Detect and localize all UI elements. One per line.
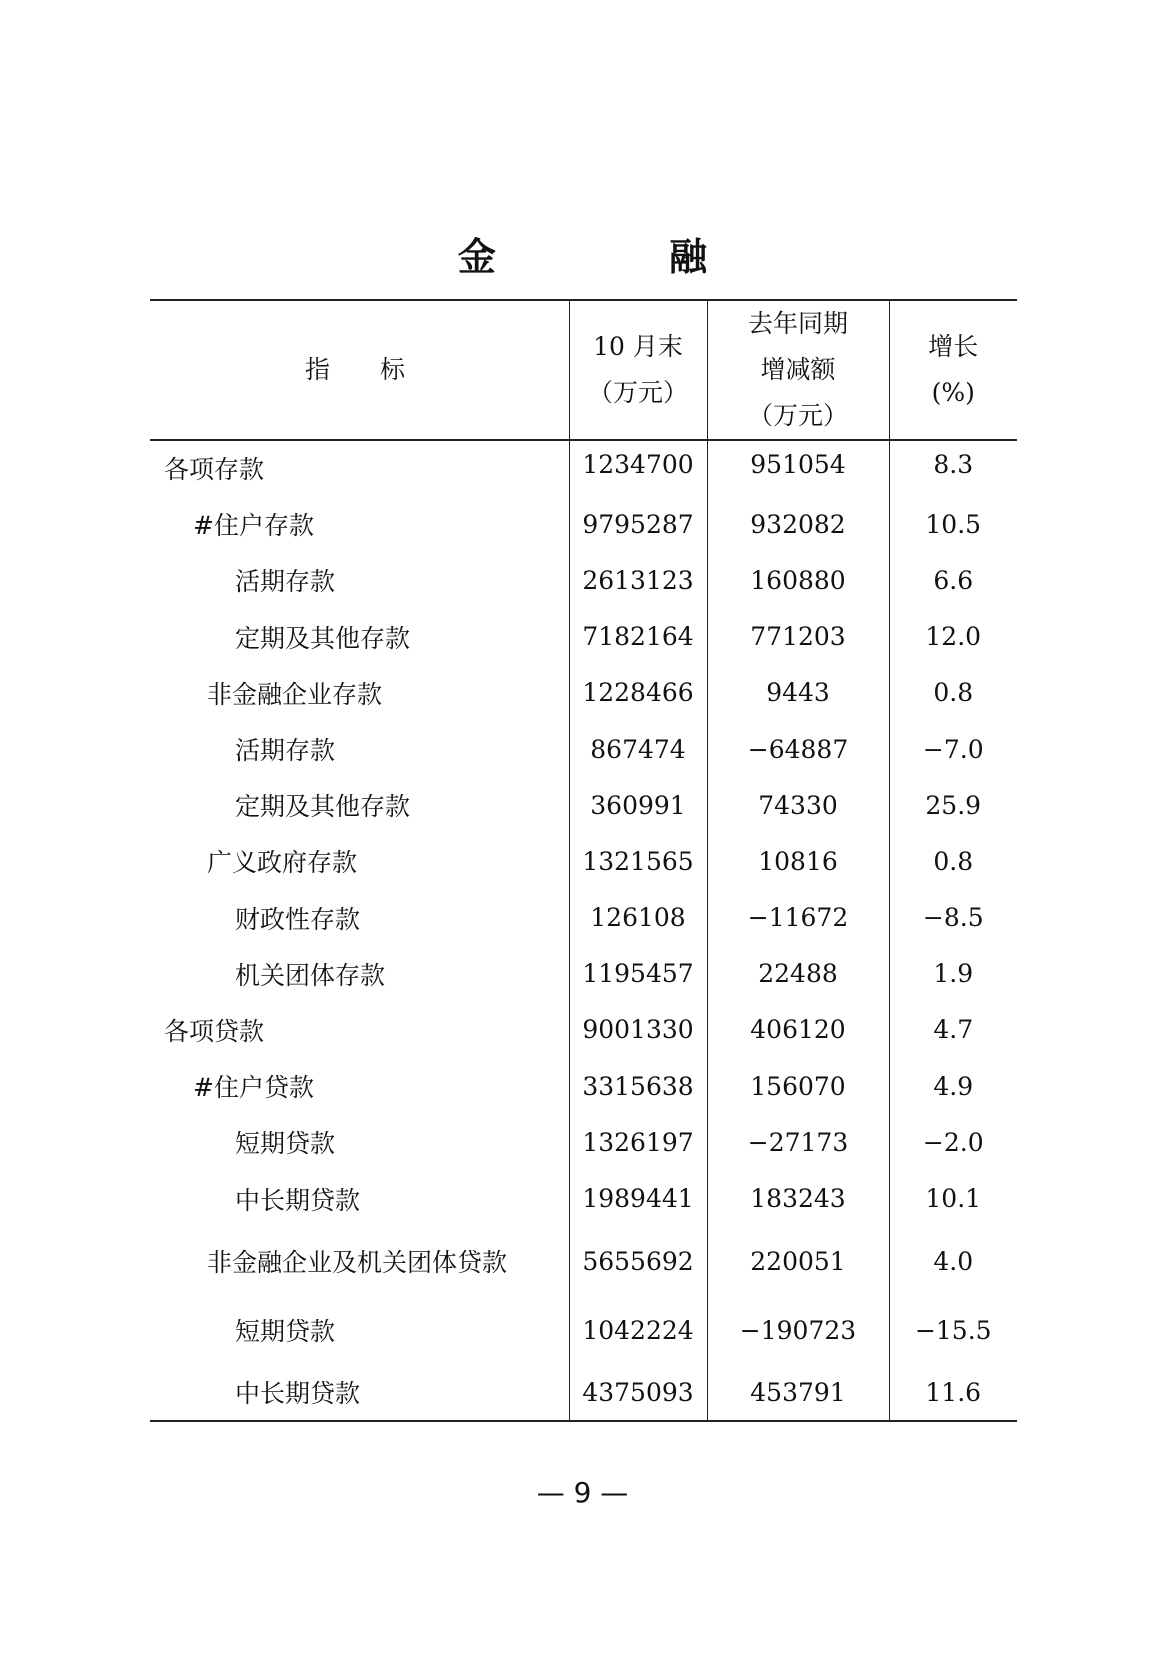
row-growth: −2.0 — [889, 1114, 1017, 1170]
header-growth: 增长 (%) — [889, 300, 1017, 440]
row-value: 1195457 — [569, 946, 707, 1002]
row-growth: 12.0 — [889, 609, 1017, 665]
row-value: 9001330 — [569, 1002, 707, 1058]
row-growth: 4.9 — [889, 1058, 1017, 1114]
row-growth: 4.0 — [889, 1227, 1017, 1296]
table-row — [150, 496, 1017, 552]
row-growth: 8.3 — [889, 440, 1017, 496]
table-row — [150, 721, 1017, 777]
row-label: 广义政府存款 — [207, 848, 358, 878]
table-row — [150, 1002, 1017, 1058]
row-change: −11672 — [707, 890, 889, 946]
header-month-end: 10 月末 （万元） — [569, 300, 707, 440]
row-value: 5655692 — [569, 1227, 707, 1296]
row-change: 453791 — [707, 1365, 889, 1421]
row-growth: 1.9 — [889, 946, 1017, 1002]
table-row — [150, 1114, 1017, 1170]
table-header-row — [150, 300, 1017, 440]
table-row — [150, 1058, 1017, 1114]
row-value: 1228466 — [569, 665, 707, 721]
table-row — [150, 833, 1017, 889]
row-value: 867474 — [569, 721, 707, 777]
row-label: #住户存款 — [193, 511, 314, 541]
row-value: 1234700 — [569, 440, 707, 496]
row-growth: 10.5 — [889, 496, 1017, 552]
row-growth: 0.8 — [889, 665, 1017, 721]
table-row — [150, 665, 1017, 721]
row-label: 非金融企业存款 — [207, 679, 383, 709]
row-change: 9443 — [707, 665, 889, 721]
row-change: 10816 — [707, 833, 889, 889]
row-change: −190723 — [707, 1296, 889, 1365]
row-change: −27173 — [707, 1114, 889, 1170]
row-change: −64887 — [707, 721, 889, 777]
row-growth: 25.9 — [889, 777, 1017, 833]
row-growth: 0.8 — [889, 833, 1017, 889]
row-label: 各项贷款 — [164, 1016, 265, 1046]
table-row — [150, 1365, 1017, 1421]
row-change: 74330 — [707, 777, 889, 833]
row-change: 160880 — [707, 552, 889, 608]
table-row — [150, 609, 1017, 665]
row-value: 1989441 — [569, 1170, 707, 1226]
header-yoy-change: 去年同期 增减额 （万元） — [707, 300, 889, 440]
row-label: 短期贷款 — [235, 1129, 336, 1159]
row-value: 7182164 — [569, 609, 707, 665]
row-change: 22488 — [707, 946, 889, 1002]
table-row — [150, 1227, 1017, 1296]
row-value: 1321565 — [569, 833, 707, 889]
row-growth: 11.6 — [889, 1365, 1017, 1421]
row-growth: −7.0 — [889, 721, 1017, 777]
row-value: 9795287 — [569, 496, 707, 552]
row-value: 1326197 — [569, 1114, 707, 1170]
row-label: 机关团体存款 — [235, 960, 386, 990]
table-row — [150, 552, 1017, 608]
row-growth: −8.5 — [889, 890, 1017, 946]
row-label: 各项存款 — [164, 455, 265, 484]
row-change: 183243 — [707, 1170, 889, 1226]
table-row — [150, 440, 1017, 496]
row-change: 406120 — [707, 1002, 889, 1058]
row-growth: −15.5 — [889, 1296, 1017, 1365]
page-title: 金 融 — [457, 235, 788, 279]
row-value: 126108 — [569, 890, 707, 946]
row-change: 771203 — [707, 609, 889, 665]
row-label: 非金融企业及机关团体贷款 — [207, 1248, 508, 1278]
row-label: 活期存款 — [235, 736, 336, 766]
row-change: 951054 — [707, 440, 889, 496]
row-value: 4375093 — [569, 1365, 707, 1421]
row-change: 932082 — [707, 496, 889, 552]
row-value: 2613123 — [569, 552, 707, 608]
row-value: 1042224 — [569, 1296, 707, 1365]
row-label: 定期及其他存款 — [235, 792, 411, 822]
row-growth: 4.7 — [889, 1002, 1017, 1058]
table-row — [150, 1296, 1017, 1365]
row-label: 中长期贷款 — [150, 1365, 569, 1421]
row-change: 156070 — [707, 1058, 889, 1114]
page-number: — 9 — — [536, 1476, 629, 1509]
finance-table — [150, 299, 1017, 1422]
row-change: 220051 — [707, 1227, 889, 1296]
row-label: 活期存款 — [235, 567, 336, 597]
table-row — [150, 777, 1017, 833]
row-label: 定期及其他存款 — [235, 623, 411, 653]
row-growth: 6.6 — [889, 552, 1017, 608]
table-row — [150, 946, 1017, 1002]
row-growth: 10.1 — [889, 1170, 1017, 1226]
row-label: 短期贷款 — [235, 1317, 336, 1347]
table-row — [150, 890, 1017, 946]
table-row — [150, 1170, 1017, 1226]
row-value: 360991 — [569, 777, 707, 833]
row-label: 财政性存款 — [235, 904, 361, 934]
row-label: 中长期贷款 — [235, 1185, 361, 1215]
row-value: 3315638 — [569, 1058, 707, 1114]
header-indicator: 指 标 — [150, 300, 569, 440]
row-label: #住户贷款 — [193, 1073, 314, 1103]
